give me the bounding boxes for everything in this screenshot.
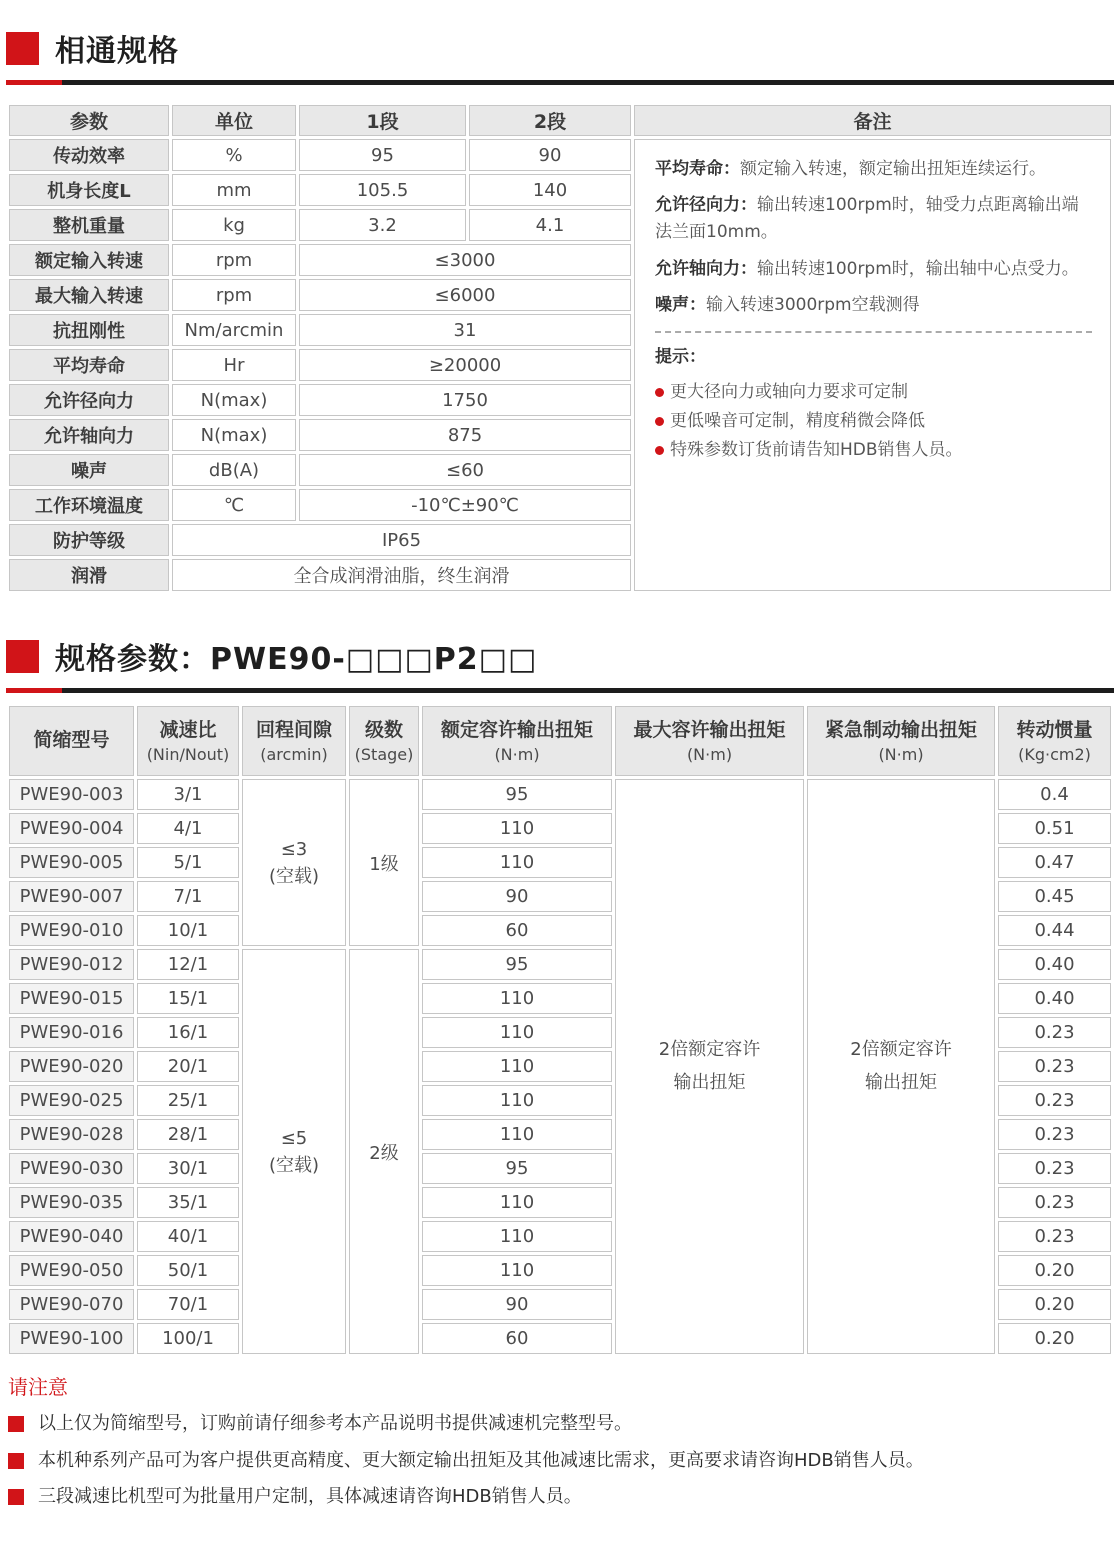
value-cell: -10℃±90℃: [299, 489, 631, 521]
ratio-cell: 3/1: [137, 779, 239, 810]
ratio-cell: 4/1: [137, 813, 239, 844]
note-item: [8, 1413, 1114, 1436]
stage-merged-cell: 2级: [349, 949, 419, 1354]
red-square-bullet-icon: [8, 1453, 24, 1469]
inertia-cell: 0.23: [998, 1153, 1111, 1184]
inertia-cell: 0.23: [998, 1187, 1111, 1218]
col-header-brake-torque: [807, 706, 995, 776]
ratio-cell: 12/1: [137, 949, 239, 980]
inertia-cell: 0.40: [998, 949, 1111, 980]
ratio-cell: 15/1: [137, 983, 239, 1014]
page: [0, 32, 1120, 1541]
red-square-bullet-icon: [8, 1416, 24, 1432]
torque-cell: 110: [422, 983, 612, 1014]
bullet-dot-icon: [655, 417, 664, 426]
model-cell: PWE90-020: [9, 1051, 134, 1082]
common-specs-table: [6, 102, 1114, 594]
ratio-cell: 25/1: [137, 1085, 239, 1116]
col-header-stage1: 1段: [299, 105, 466, 136]
value-cell: ≤60: [299, 454, 631, 486]
param-cell: 润滑: [9, 559, 169, 591]
header-sub: (Stage): [354, 744, 414, 764]
torque-cell: 95: [422, 779, 612, 810]
inertia-cell: 0.44: [998, 915, 1111, 946]
note-text: 以上仅为简缩型号，订购前请仔细参考本产品说明书提供减速机完整型号。: [38, 1413, 632, 1434]
max-torque-merged-cell: [615, 779, 804, 1354]
param-cell: 允许轴向力: [9, 419, 169, 451]
remark-text: 输出转速100rpm时，输出轴中心点受力。: [757, 258, 1079, 279]
inertia-cell: 0.23: [998, 1119, 1111, 1150]
note-item: [8, 1450, 1114, 1473]
inertia-cell: 0.45: [998, 881, 1111, 912]
table-row: [9, 139, 1111, 171]
param-cell: 抗扭刚性: [9, 314, 169, 346]
model-cell: PWE90-070: [9, 1289, 134, 1320]
bullet-dot-icon: [655, 446, 664, 455]
header-name: 级数: [364, 719, 403, 742]
table-header-row: [9, 706, 1111, 776]
unit-cell: Nm/arcmin: [172, 314, 296, 346]
header-sub: (Kg·cm2): [1018, 744, 1091, 764]
ratio-cell: 7/1: [137, 881, 239, 912]
backlash-note: (空载): [268, 1154, 320, 1176]
param-cell: 噪声: [9, 454, 169, 486]
backlash-merged-cell: [242, 949, 346, 1354]
inertia-cell: 0.23: [998, 1085, 1111, 1116]
unit-cell: ℃: [172, 489, 296, 521]
unit-cell: dB(A): [172, 454, 296, 486]
torque-cell: 110: [422, 813, 612, 844]
remark-label: 允许轴向力：: [655, 258, 757, 279]
inertia-cell: 0.47: [998, 847, 1111, 878]
tips-title: 提示：: [655, 346, 706, 367]
header-sub: (Nin/Nout): [146, 744, 230, 764]
param-cell: 平均寿命: [9, 349, 169, 381]
header-sub: (arcmin): [260, 744, 328, 764]
value-cell: 全合成润滑油脂，终生润滑: [172, 559, 631, 591]
ratio-cell: 20/1: [137, 1051, 239, 1082]
value-cell: 95: [299, 139, 466, 171]
value-cell: 140: [469, 174, 631, 206]
torque-cell: 110: [422, 1221, 612, 1252]
torque-cell: 110: [422, 847, 612, 878]
model-cell: PWE90-028: [9, 1119, 134, 1150]
unit-cell: %: [172, 139, 296, 171]
unit-cell: rpm: [172, 279, 296, 311]
inertia-cell: 0.4: [998, 779, 1111, 810]
col-header-inertia: [998, 706, 1111, 776]
param-cell: 工作环境温度: [9, 489, 169, 521]
unit-cell: N(max): [172, 384, 296, 416]
model-cell: PWE90-010: [9, 915, 134, 946]
bottom-notes: [6, 1375, 1114, 1509]
dashed-divider: [655, 331, 1092, 333]
header-name: 紧急制动输出扭矩: [824, 719, 977, 742]
model-cell: PWE90-035: [9, 1187, 134, 1218]
remark-paragraph: [655, 292, 1092, 319]
inertia-cell: 0.23: [998, 1051, 1111, 1082]
value-cell: 31: [299, 314, 631, 346]
remark-paragraph: [655, 156, 1092, 183]
torque-cell: 110: [422, 1017, 612, 1048]
tip-text: 特殊参数订货前请告知HDB销售人员。: [670, 440, 963, 461]
model-cell: PWE90-005: [9, 847, 134, 878]
value-cell: ≤6000: [299, 279, 631, 311]
value-cell: 1750: [299, 384, 631, 416]
max-torque-note: 2倍额定容许输出扭矩: [658, 1039, 761, 1093]
red-underline-segment: [6, 688, 62, 693]
model-cell: PWE90-040: [9, 1221, 134, 1252]
param-cell: 传动效率: [9, 139, 169, 171]
red-square-icon: [6, 32, 39, 65]
col-header-ratio: [137, 706, 239, 776]
tip-text: 更大径向力或轴向力要求可定制: [670, 382, 908, 403]
model-cell: PWE90-016: [9, 1017, 134, 1048]
torque-cell: 95: [422, 949, 612, 980]
header-name: 简缩型号: [33, 729, 110, 752]
brake-torque-note: 2倍额定容许输出扭矩: [850, 1039, 952, 1093]
red-square-bullet-icon: [8, 1489, 24, 1505]
param-cell: 最大输入转速: [9, 279, 169, 311]
header-sub: (N·m): [878, 744, 924, 764]
value-cell: 3.2: [299, 209, 466, 241]
ratio-cell: 30/1: [137, 1153, 239, 1184]
torque-cell: 90: [422, 881, 612, 912]
model-cell: PWE90-004: [9, 813, 134, 844]
inertia-cell: 0.51: [998, 813, 1111, 844]
unit-cell: N(max): [172, 419, 296, 451]
remark-text: 额定输入转速，额定输出扭矩连续运行。: [740, 159, 1046, 179]
param-cell: 整机重量: [9, 209, 169, 241]
ratio-cell: 50/1: [137, 1255, 239, 1286]
col-header-max-torque: [615, 706, 804, 776]
model-cell: PWE90-007: [9, 881, 134, 912]
backlash-merged-cell: [242, 779, 346, 946]
header-sub: (N·m): [686, 744, 733, 764]
col-header-rated-torque: [422, 706, 612, 776]
torque-cell: 90: [422, 1289, 612, 1320]
note-item: [8, 1486, 1114, 1509]
col-header-stage2: 2段: [469, 105, 631, 136]
spec-params-table: [6, 703, 1114, 1357]
model-cell: PWE90-015: [9, 983, 134, 1014]
bullet-dot-icon: [655, 388, 664, 397]
header-name: 回程间隙: [255, 719, 332, 742]
value-cell: 4.1: [469, 209, 631, 241]
ratio-cell: 10/1: [137, 915, 239, 946]
inertia-cell: 0.23: [998, 1221, 1111, 1252]
unit-cell: kg: [172, 209, 296, 241]
tip-item: [655, 407, 1092, 436]
remark-label: 平均寿命：: [655, 159, 740, 179]
param-cell: 额定输入转速: [9, 244, 169, 276]
unit-cell: Hr: [172, 349, 296, 381]
remark-label: 允许径向力：: [655, 195, 757, 216]
backlash-value: ≤5: [280, 1127, 308, 1149]
ratio-cell: 35/1: [137, 1187, 239, 1218]
value-cell: 875: [299, 419, 631, 451]
backlash-note: (空载): [268, 865, 320, 887]
ratio-cell: 100/1: [137, 1323, 239, 1354]
model-cell: PWE90-030: [9, 1153, 134, 1184]
ratio-cell: 70/1: [137, 1289, 239, 1320]
value-cell: 90: [469, 139, 631, 171]
inertia-cell: 0.20: [998, 1255, 1111, 1286]
col-header-backlash: [242, 706, 346, 776]
param-cell: 机身长度L: [9, 174, 169, 206]
col-header-param: 参数: [9, 105, 169, 136]
col-header-stage: [349, 706, 419, 776]
col-header-unit: 单位: [172, 105, 296, 136]
header-name: 额定容许输出扭矩: [440, 719, 593, 742]
table-header-row: [9, 105, 1111, 136]
backlash-value: ≤3: [280, 838, 308, 860]
stage-merged-cell: 1级: [349, 779, 419, 946]
col-header-remark: 备注: [634, 105, 1111, 136]
inertia-cell: 0.40: [998, 983, 1111, 1014]
header-name: 转动惯量: [1016, 719, 1093, 742]
unit-cell: rpm: [172, 244, 296, 276]
note-text: 本机种系列产品可为客户提供更高精度、更大额定输出扭矩及其他减速比需求，更高要求请咨询HDB销售人员。: [38, 1449, 924, 1471]
brake-torque-merged-cell: [807, 779, 995, 1354]
torque-cell: 110: [422, 1085, 612, 1116]
ratio-cell: 5/1: [137, 847, 239, 878]
inertia-cell: 0.23: [998, 1017, 1111, 1048]
red-underline-segment: [6, 80, 62, 85]
torque-cell: 110: [422, 1051, 612, 1082]
tip-item: [655, 436, 1092, 465]
inertia-cell: 0.20: [998, 1289, 1111, 1320]
torque-cell: 95: [422, 1153, 612, 1184]
value-cell: 105.5: [299, 174, 466, 206]
torque-cell: 60: [422, 1323, 612, 1354]
ratio-cell: 16/1: [137, 1017, 239, 1048]
header-name: 减速比: [159, 719, 217, 742]
ratio-cell: 40/1: [137, 1221, 239, 1252]
note-text: 三段减速比机型可为批量用户定制，具体减速请咨询HDB销售人员。: [38, 1486, 582, 1507]
unit-cell: mm: [172, 174, 296, 206]
model-cell: PWE90-003: [9, 779, 134, 810]
section-title-common-specs: [6, 32, 1114, 85]
header-name: 最大容许输出扭矩: [633, 719, 786, 742]
param-cell: 允许径向力: [9, 384, 169, 416]
torque-cell: 110: [422, 1119, 612, 1150]
tip-item: [655, 378, 1092, 407]
col-header-model: [9, 706, 134, 776]
model-cell: PWE90-050: [9, 1255, 134, 1286]
remark-paragraph: [655, 192, 1092, 246]
param-cell: 防护等级: [9, 524, 169, 556]
value-cell: ≤3000: [299, 244, 631, 276]
inertia-cell: 0.20: [998, 1323, 1111, 1354]
remarks-cell: [634, 139, 1111, 591]
section-title-text: 相通规格: [55, 34, 179, 69]
section-title-spec-params: [6, 640, 1114, 693]
model-cell: PWE90-025: [9, 1085, 134, 1116]
header-sub: (N·m): [494, 744, 540, 764]
remark-label: 噪声：: [655, 294, 706, 315]
torque-cell: 110: [422, 1187, 612, 1218]
torque-cell: 110: [422, 1255, 612, 1286]
table-row: [9, 779, 1111, 810]
model-cell: PWE90-100: [9, 1323, 134, 1354]
model-cell: PWE90-012: [9, 949, 134, 980]
ratio-cell: 28/1: [137, 1119, 239, 1150]
red-square-icon: [6, 640, 39, 673]
tip-text: 更低噪音可定制，精度稍微会降低: [670, 411, 925, 432]
remark-paragraph: [655, 256, 1092, 283]
value-cell: IP65: [172, 524, 631, 556]
section-title-text: 规格参数：PWE90-□□□P2□□: [55, 642, 538, 677]
torque-cell: 60: [422, 915, 612, 946]
value-cell: ≥20000: [299, 349, 631, 381]
remark-text: 输出转速100rpm时，轴受力点距离输出端法兰面10mm。: [655, 195, 1079, 243]
notes-title: 请注意: [8, 1375, 68, 1399]
remark-text: 输入转速3000rpm空载测得: [706, 294, 920, 315]
